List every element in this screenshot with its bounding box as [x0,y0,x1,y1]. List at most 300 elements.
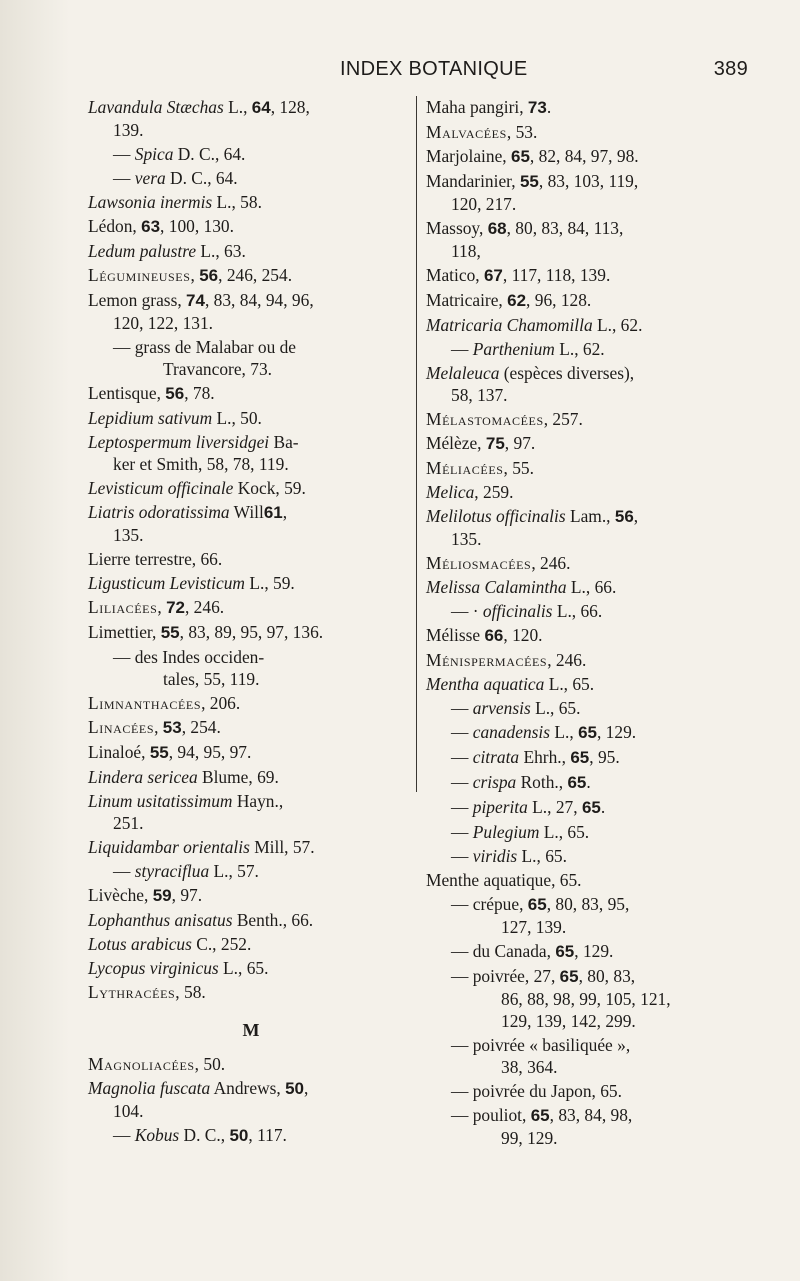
taxon-name: piperita [472,797,528,817]
entry-text: — [451,339,473,359]
entry-text: L., 62. [592,315,643,335]
family-name: Ménispermacées [426,650,548,670]
entry-text: , 83, 103, 119, [538,171,639,191]
entry-text: (espèces diverses), [499,363,635,383]
taxon-name: Lotus arabicus [88,934,192,954]
entry-text: L., 65. [539,822,590,842]
entry-text: — [451,822,473,842]
entry-text: Mélisse [426,625,485,645]
index-entry-line [113,336,414,358]
index-entry [426,362,752,406]
index-entry-line [88,1077,414,1100]
index-entry-line [88,716,414,739]
index-entry [426,673,752,695]
index-entry [88,289,414,334]
index-entry-line [88,981,414,1003]
index-entry-line [451,965,752,988]
main-page-reference: 68 [487,219,507,238]
main-page-reference: 53 [162,718,182,737]
entry-text: Mill, 57. [249,837,315,857]
index-entry [426,845,752,867]
index-entry-line [451,845,752,867]
index-entry-line [88,790,414,812]
entry-text: D. C., 64. [173,144,246,164]
entry-text: , 97. [171,885,203,905]
index-entry-line [88,431,414,453]
entry-text: Lentisque, [88,383,166,403]
main-page-reference: 64 [251,98,271,117]
main-page-reference: 65 [530,1106,550,1125]
entry-text: , 128, [270,97,310,117]
taxon-name: crispa [472,772,517,792]
entry-text: — [451,722,473,742]
entry-text: , 117, 118, 139. [502,265,611,285]
main-page-reference: 65 [511,147,530,166]
entry-text: — [113,144,135,164]
main-page-reference: 59 [152,886,172,905]
taxon-name: Leptospermum liversidgei [88,432,270,452]
index-entry-line [88,240,414,262]
entry-text: Linaloé, [88,742,150,762]
continuation-line: tales, 55, 119. [163,669,260,689]
index-entry [426,869,752,891]
entry-text: Massoy, [426,218,488,238]
continuation-line: 129, 139, 142, 299. [501,1011,636,1031]
index-entry-line [451,746,752,769]
main-page-reference: 50 [285,1079,305,1098]
entry-text: — [451,698,473,718]
taxon-name: vera [134,168,166,188]
index-entry-line [88,191,414,213]
index-entry-line [451,893,752,916]
taxon-name: Lawsonia inermis [88,192,213,212]
index-entry-line [88,836,414,858]
entry-text: , 80, 83, 84, 113, [506,218,624,238]
entry-text: Ba- [269,432,299,452]
running-title: INDEX BOTANIQUE [340,58,528,80]
index-column-left [88,96,414,1149]
index-entry [88,191,414,213]
index-entry [88,621,414,644]
entry-text: , 257. [543,409,583,429]
entry-text: L., 66. [566,577,617,597]
index-entry [88,1053,414,1075]
entry-text: , [190,265,200,285]
index-entry-line [88,289,414,312]
page-edge-shadow [0,0,70,1281]
entry-text: Mandarinier, [426,171,520,191]
family-name: Limnanthacées [88,693,202,713]
taxon-name: Pulegium [472,822,540,842]
main-page-reference: 56 [165,384,185,403]
index-entry-line [451,721,752,744]
taxon-name: Lophanthus anisatus [88,910,233,930]
entry-text: , 55. [503,458,534,478]
taxon-name: Spica [134,144,174,164]
index-entry [426,338,752,360]
index-entry-line [88,884,414,907]
index-entry-line [451,821,752,843]
main-page-reference: 65 [567,773,587,792]
entry-text: , [633,506,639,526]
taxon-name: Mentha aquatica [426,674,545,694]
index-entry [88,572,414,594]
index-entry-line [88,264,414,287]
entry-text: , 246, 254. [218,265,293,285]
index-entry-line [426,217,752,240]
index-entry-line [451,771,752,794]
entry-text: Menthe aquatique, 65. [426,870,582,890]
index-entry-line [426,869,752,891]
index-entry [88,548,414,570]
index-entry [426,600,752,622]
index-entry [88,860,414,882]
taxon-name: Liatris odoratissima [88,502,230,522]
entry-text: , 254. [181,717,221,737]
entry-text: Andrews, [210,1078,286,1098]
main-page-reference: 56 [614,507,634,526]
main-page-reference: 55 [149,743,169,762]
main-page-reference: 61 [263,503,283,522]
index-entry [426,314,752,336]
entry-text: — [113,1125,135,1145]
main-page-reference: 74 [186,291,205,310]
index-entry-line [88,692,414,714]
continuation-line: 127, 139. [501,917,567,937]
entry-text: — poivrée, 27, [451,966,560,986]
continuation-line: 58, 137. [451,385,508,405]
index-entry [426,289,752,312]
taxon-name: Levisticum officinale [88,478,234,498]
index-entry [426,796,752,819]
family-name: Méliacées [426,458,504,478]
entry-text: , [282,502,288,522]
entry-text: — grass de Malabar ou de [113,337,297,357]
index-entry-line [451,600,752,622]
entry-text: , 129. [574,941,614,961]
index-entry-line [426,121,752,143]
continuation-line: 251. [113,813,144,833]
index-entry-line [88,766,414,788]
index-entry-line [88,933,414,955]
entry-text: , 246. [531,553,571,573]
taxon-name: Lindera sericea [88,767,198,787]
entry-text: Limettier, [88,622,161,642]
entry-text: Livèche, [88,885,153,905]
entry-text: , 206. [201,693,241,713]
index-entry [88,836,414,858]
family-name: Malvacées [426,122,507,142]
entry-text: , [157,597,167,617]
index-entry-line [113,167,414,189]
index-entry-line [426,432,752,455]
taxon-name: viridis [472,846,518,866]
taxon-name: Ledum palustre [88,241,197,261]
index-entry-line [426,576,752,598]
continuation-line: 38, 364. [501,1057,558,1077]
entry-text: , 53. [506,122,538,142]
index-entry [426,505,752,550]
index-entry-line [451,697,752,719]
main-page-reference: 72 [166,598,185,617]
entry-text: Will [229,502,264,522]
entry-text: , 120. [503,625,543,645]
entry-text: — [451,747,473,767]
entry-text: Roth., [516,772,568,792]
index-entry [426,965,752,1032]
index-entry-line [451,1104,752,1127]
index-entry [426,940,752,963]
index-entry [88,143,414,165]
index-entry-line [88,215,414,238]
entry-text: L., [223,97,252,117]
index-entry-line [88,621,414,644]
entry-text: , 78. [184,383,215,403]
continuation-line: 118, [451,241,481,261]
entry-text: — poivrée du Japon, 65. [451,1081,622,1101]
continuation-line: 120, 217. [451,194,517,214]
index-entry [426,624,752,647]
continuation-line: 99, 129. [501,1128,558,1148]
index-entry-line [426,649,752,671]
index-entry-line [451,338,752,360]
index-entry [426,746,752,769]
entry-text: Ehrh., [519,747,571,767]
entry-text: , 97. [504,433,536,453]
taxon-name: arvensis [472,698,531,718]
index-entry [88,477,414,499]
entry-text: , 100, 130. [160,216,234,236]
index-entry [426,821,752,843]
index-entry-line [426,314,752,336]
entry-text: Kock, 59. [233,478,306,498]
taxon-name: Melica [426,482,475,502]
taxon-name: Lepidium sativum [88,408,213,428]
continuation-line: 86, 88, 98, 99, 105, 121, [501,989,671,1009]
taxon-name: Ligusticum Levisticum [88,573,245,593]
entry-text: , 94, 95, 97. [168,742,252,762]
index-entry [426,217,752,262]
entry-text: D. C., [179,1125,230,1145]
continuation-line: 135. [113,525,144,545]
page-number: 389 [713,58,748,80]
family-name: Liliacées [88,597,158,617]
entry-text: L., 65. [544,674,595,694]
index-entry [88,501,414,546]
index-entry-line [451,940,752,963]
index-entry [88,431,414,475]
entry-text: , [304,1078,309,1098]
taxon-name: Melaleuca [426,363,500,383]
index-entry [426,170,752,215]
entry-text: L., 65. [530,698,581,718]
entry-text: , 95. [589,747,620,767]
entry-text: Lemon grass, [88,290,187,310]
main-page-reference: 55 [519,172,539,191]
index-entry-line [451,1034,752,1056]
entry-text: , 129. [596,722,637,742]
entry-text: , 80, 83, [578,966,636,986]
entry-text: L., 65. [218,958,269,978]
continuation-line: 139. [113,120,144,140]
index-entry-line [88,909,414,931]
family-name: Magnoliacées [88,1054,195,1074]
entry-text: , 83, 89, 95, 97, 136. [179,622,324,642]
entry-text: , 50. [194,1054,226,1074]
main-page-reference: 65 [555,942,575,961]
index-entry [88,215,414,238]
index-entry [426,649,752,671]
entry-text: , 58. [175,982,206,1002]
index-entry-line [88,96,414,119]
index-entry [88,264,414,287]
entry-text: — poivrée « basiliquée », [451,1035,631,1055]
index-entry [426,432,752,455]
taxon-name: Liquidambar orientalis [88,837,250,857]
family-name: Mélastomacées [426,409,544,429]
taxon-name: Melissa Calamintha [426,577,567,597]
entry-text: Benth., 66. [232,910,314,930]
index-entry-line [88,957,414,979]
main-page-reference: 67 [483,266,503,285]
entry-text: — [451,772,473,792]
index-entry-line [113,860,414,882]
entry-text: Lierre terrestre, 66. [88,549,223,569]
family-name: Méliosmacées [426,553,532,573]
entry-text: L., 62. [554,339,605,359]
entry-text: L., 57. [209,861,259,881]
entry-text: Marjolaine, [426,146,511,166]
entry-text: Blume, 69. [197,767,279,787]
main-page-reference: 65 [581,798,601,817]
index-entry [426,145,752,168]
index-entry [88,336,414,380]
entry-text: . [586,772,591,792]
entry-text: L., 59. [245,573,295,593]
taxon-name: Parthenium [472,339,555,359]
index-entry-line [426,170,752,193]
index-entry-line [88,382,414,405]
taxon-name: officinalis [482,601,553,621]
index-entry [426,264,752,287]
index-entry-line [88,477,414,499]
index-entry [88,596,414,619]
entry-text: — du Canada, [451,941,556,961]
index-entry-line [451,1080,752,1102]
main-page-reference: 66 [484,626,504,645]
entry-text: L., 66. [552,601,603,621]
index-entry-line [426,264,752,287]
main-page-reference: 65 [570,748,590,767]
entry-text: L., 50. [212,408,262,428]
entry-text: , 83, 84, 94, 96, [204,290,314,310]
index-entry-line [426,481,752,503]
continuation-line: Travancore, 73. [163,359,272,379]
index-entry-line [113,143,414,165]
continuation-line: 135. [451,529,482,549]
entry-text: — crépue, [451,894,528,914]
index-entry-line [88,501,414,524]
index-entry-line [88,741,414,764]
taxon-name: citrata [472,747,520,767]
entry-text: , 82, 84, 97, 98. [529,146,639,166]
index-entry [88,692,414,714]
main-page-reference: 50 [229,1126,249,1145]
entry-text: . [600,797,606,817]
entry-text: , 259. [474,482,514,502]
index-entry [88,790,414,834]
entry-text: D. C., 64. [165,168,238,188]
index-entry-line [426,552,752,574]
index-entry [88,716,414,739]
taxon-name: canadensis [472,722,551,742]
index-entry [426,1104,752,1149]
index-entry [88,1124,414,1147]
entry-text: Matricaire, [426,290,508,310]
taxon-name: Magnolia fuscata [88,1078,211,1098]
index-entry [88,884,414,907]
family-name: Linacées [88,717,155,737]
entry-text: Lédon, [88,216,142,236]
index-entry-line [113,1124,414,1147]
index-entry [88,933,414,955]
taxon-name: Lycopus virginicus [88,958,219,978]
index-entry-line [426,457,752,479]
continuation-line: 104. [113,1101,144,1121]
index-entry-line [426,289,752,312]
entry-text: C., 252. [191,934,252,954]
entry-text: L., 58. [212,192,262,212]
entry-text: L., 27, [527,797,582,817]
entry-text: Maha pangiri, [426,97,528,117]
entry-text: , [154,717,163,737]
entry-text: L., [550,722,579,742]
main-page-reference: 75 [485,434,505,453]
index-entry [88,646,414,690]
entry-text: , 246. [547,650,587,670]
index-entry [88,957,414,979]
entry-text: , 80, 83, 95, [546,894,630,914]
index-entry [88,167,414,189]
index-entry [426,697,752,719]
page-header [88,58,748,88]
entry-text: — [113,168,135,188]
main-page-reference: 63 [141,217,161,236]
index-entry [426,721,752,744]
taxon-name: Lavandula Stæchas [88,97,224,117]
main-page-reference: 65 [559,967,579,986]
entry-text: . [546,97,552,117]
index-entry [88,382,414,405]
index-entry-line [88,1053,414,1075]
index-entry [426,771,752,794]
index-entry [88,407,414,429]
family-name: Lythracées [88,982,176,1002]
taxon-name: Kobus [134,1125,180,1145]
main-page-reference: 73 [527,98,547,117]
index-entry [88,240,414,262]
entry-text: Lam., [565,506,615,526]
index-entry [426,481,752,503]
index-entry [88,909,414,931]
section-letter: M [242,1020,260,1040]
index-entry [426,121,752,143]
index-entry-line [426,673,752,695]
index-entry-line [426,362,752,384]
index-entry [426,408,752,430]
entry-text: L., 63. [196,241,246,261]
taxon-name: Melilotus officinalis [426,506,566,526]
